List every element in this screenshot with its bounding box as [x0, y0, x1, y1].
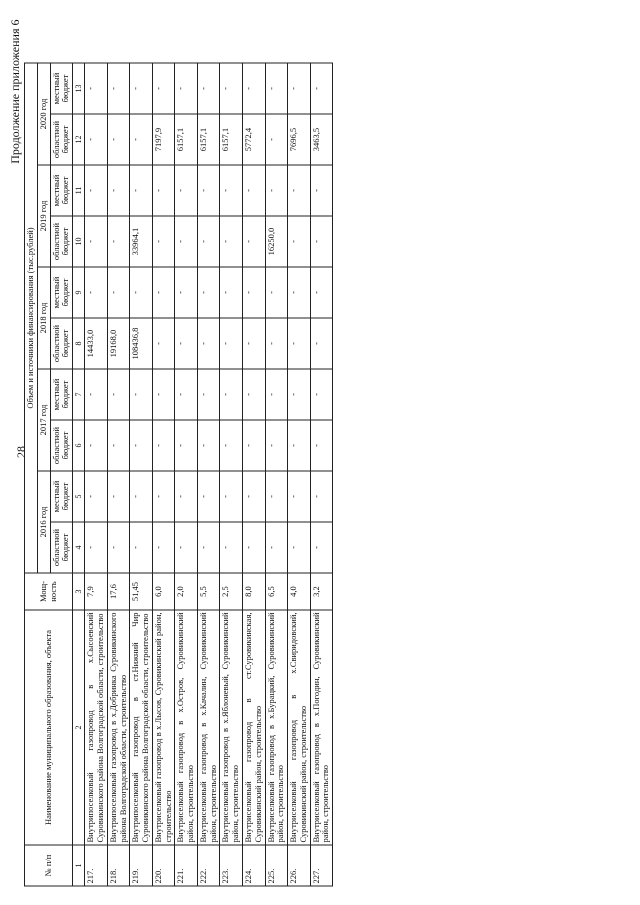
funding-value: - [220, 522, 243, 573]
column-number: 5 [73, 471, 85, 522]
funding-value: 7197,9 [152, 114, 175, 165]
funding-value: - [242, 471, 265, 522]
funding-value: - [242, 522, 265, 573]
funding-value: - [175, 267, 198, 318]
funding-value: - [130, 522, 153, 573]
funding-value: - [265, 471, 288, 522]
funding-value: - [220, 420, 243, 471]
funding-value: - [175, 63, 198, 114]
object-name: Внутриселковый газопровод в х.Качалин, Суровикинский район, строительство [197, 610, 220, 845]
object-power: 3,2 [310, 573, 333, 610]
funding-value: 33964,1 [130, 216, 153, 267]
column-number: 1 [73, 845, 85, 886]
header-local: местный бюджет [50, 471, 73, 522]
object-name: Внутриселковый газопровод в х.Яблоневый, Суровикинский район, строительство [220, 610, 243, 845]
row-number: 223. [220, 845, 243, 886]
funding-value: - [175, 522, 198, 573]
funding-value: 16250,0 [265, 216, 288, 267]
funding-value: 3463,5 [310, 114, 333, 165]
funding-value: - [197, 267, 220, 318]
funding-value: - [130, 471, 153, 522]
row-number: 227. [310, 845, 333, 886]
column-number: 7 [73, 369, 85, 420]
funding-value: - [242, 267, 265, 318]
funding-value: - [152, 369, 175, 420]
table-row [85, 63, 108, 886]
funding-value: 108436,8 [130, 318, 153, 369]
object-power: 6,0 [152, 573, 175, 610]
table-row [130, 63, 153, 886]
header-year-2017: 2017 год [37, 369, 50, 471]
funding-value: - [220, 165, 243, 216]
header-regional: областной бюджет [50, 216, 73, 267]
funding-value: - [175, 420, 198, 471]
funding-value: - [152, 522, 175, 573]
object-power: 17,6 [107, 573, 130, 610]
funding-value: - [310, 63, 333, 114]
object-power: 2,5 [220, 573, 243, 610]
object-name: Внутрипоселковый газопровод в х.Добринка Суровикинского района Волгоградской области, строительство [107, 610, 130, 845]
column-number: 9 [73, 267, 85, 318]
funding-value: - [288, 369, 311, 420]
funding-value: - [310, 369, 333, 420]
funding-value: - [130, 369, 153, 420]
funding-value: - [220, 267, 243, 318]
funding-value: - [107, 420, 130, 471]
table-row [107, 63, 130, 886]
funding-value: 6157,1 [220, 114, 243, 165]
funding-value: - [197, 63, 220, 114]
header-regional: областной бюджет [50, 522, 73, 573]
table-row [152, 63, 175, 886]
funding-value: 6157,1 [175, 114, 198, 165]
column-number: 11 [73, 165, 85, 216]
funding-value: - [152, 165, 175, 216]
funding-value: - [107, 267, 130, 318]
funding-value: 7696,5 [288, 114, 311, 165]
funding-value: - [288, 216, 311, 267]
object-name: Внутриселковый газопровод в х.Свиридовский, Суровикинский район, строительство [288, 610, 311, 845]
header-regional: областной бюджет [50, 420, 73, 471]
funding-value: - [288, 165, 311, 216]
object-power: 5,5 [197, 573, 220, 610]
header-no: № п/п [25, 845, 73, 886]
funding-table [24, 63, 333, 887]
funding-value: - [310, 267, 333, 318]
funding-value: 14433,0 [85, 318, 108, 369]
funding-value: - [152, 267, 175, 318]
funding-value: - [242, 369, 265, 420]
column-number: 12 [73, 114, 85, 165]
object-power: 51,45 [130, 573, 153, 610]
funding-value: - [175, 216, 198, 267]
funding-value: - [107, 165, 130, 216]
funding-value: - [265, 114, 288, 165]
object-power: 8,0 [242, 573, 265, 610]
funding-value: - [220, 318, 243, 369]
funding-value: - [288, 267, 311, 318]
funding-value: - [242, 318, 265, 369]
funding-value: - [197, 165, 220, 216]
funding-value: - [85, 267, 108, 318]
appendix-label: Продолжение приложения 6 [8, 19, 22, 164]
row-number: 225. [265, 845, 288, 886]
funding-value: - [85, 420, 108, 471]
column-number: 2 [73, 610, 85, 845]
row-number: 224. [242, 845, 265, 886]
object-name: Внутриселковый газопровод в ст.Суровикинская, Суровикинский район, строительство [242, 610, 265, 845]
funding-value: - [107, 471, 130, 522]
funding-value: - [197, 216, 220, 267]
funding-value: - [152, 216, 175, 267]
funding-value: - [265, 267, 288, 318]
object-name: Внутриселковый газопровод в х.Бурацкий, Суровикинский район, строительство [265, 610, 288, 845]
object-power: 2,0 [175, 573, 198, 610]
funding-value: - [310, 471, 333, 522]
funding-value: - [130, 63, 153, 114]
funding-value: - [85, 471, 108, 522]
row-number: 226. [288, 845, 311, 886]
funding-value: - [265, 165, 288, 216]
header-local: местный бюджет [50, 63, 73, 114]
object-name: Внутриселковый газопровод в х.Остров, Суровикинский район, строительство [175, 610, 198, 845]
row-number: 217. [85, 845, 108, 886]
funding-value: - [107, 216, 130, 267]
object-power: 4,0 [288, 573, 311, 610]
funding-value: - [85, 63, 108, 114]
funding-value: - [85, 114, 108, 165]
funding-value: - [288, 63, 311, 114]
funding-value: - [130, 267, 153, 318]
funding-value: - [220, 471, 243, 522]
row-number: 222. [197, 845, 220, 886]
header-regional: областной бюджет [50, 318, 73, 369]
funding-value: - [85, 165, 108, 216]
row-number: 220. [152, 845, 175, 886]
header-name: Наименование муниципального образования, объекта [25, 610, 73, 845]
column-number: 13 [73, 63, 85, 114]
header-power: Мощ-ность [25, 573, 73, 610]
funding-value: - [130, 114, 153, 165]
funding-value: 5772,4 [242, 114, 265, 165]
object-name: Внутриселковый газопровод в х.Погодин, Суровикинский район, строительство [310, 610, 333, 845]
funding-value: - [152, 471, 175, 522]
funding-value: - [197, 471, 220, 522]
funding-value: - [288, 522, 311, 573]
funding-value: - [288, 420, 311, 471]
funding-value: - [220, 216, 243, 267]
funding-value: - [197, 522, 220, 573]
funding-value: - [220, 63, 243, 114]
funding-value: - [85, 369, 108, 420]
funding-value: - [107, 114, 130, 165]
object-name: Внутрипоселковый газопровод в х.Сысоевский Суровикинского района Волгоградской области, строительство [85, 610, 108, 845]
header-regional: областной бюджет [50, 114, 73, 165]
object-name: Внутрипоселковый газопровод в ст.Нижний Чир Суровикинского района Волгоградской области, строительство [130, 610, 153, 845]
header-local: местный бюджет [50, 165, 73, 216]
funding-value: - [175, 369, 198, 420]
table-row [288, 63, 311, 886]
funding-value: - [175, 471, 198, 522]
funding-value: - [265, 63, 288, 114]
funding-value: - [175, 165, 198, 216]
funding-value: - [288, 471, 311, 522]
column-number-row [73, 63, 85, 886]
funding-value: - [310, 165, 333, 216]
funding-value: - [85, 522, 108, 573]
table-row [197, 63, 220, 886]
funding-value: - [310, 216, 333, 267]
column-number: 8 [73, 318, 85, 369]
funding-value: - [310, 522, 333, 573]
funding-value: - [85, 216, 108, 267]
funding-value: - [310, 318, 333, 369]
object-name: Внутриселковый газопровод в х.Лысов, Суровикинский район, строительство [152, 610, 175, 845]
header-year-2019: 2019 год [37, 165, 50, 267]
funding-value: - [265, 369, 288, 420]
funding-value: - [197, 369, 220, 420]
header-year-2016: 2016 год [37, 471, 50, 573]
row-number: 219. [130, 845, 153, 886]
funding-value: - [130, 165, 153, 216]
column-number: 10 [73, 216, 85, 267]
funding-value: - [130, 420, 153, 471]
funding-value: 19168,0 [107, 318, 130, 369]
funding-value: - [288, 318, 311, 369]
table-body [85, 63, 333, 886]
funding-value: - [265, 318, 288, 369]
funding-value: - [107, 369, 130, 420]
funding-value: 6157,1 [197, 114, 220, 165]
funding-value: - [242, 63, 265, 114]
funding-value: - [152, 318, 175, 369]
funding-value: - [242, 216, 265, 267]
funding-value: - [220, 369, 243, 420]
page-number: 28 [14, 446, 28, 458]
object-power: 7,9 [85, 573, 108, 610]
funding-value: - [197, 420, 220, 471]
table-row [220, 63, 243, 886]
column-number: 6 [73, 420, 85, 471]
header-local: местный бюджет [50, 267, 73, 318]
column-number: 3 [73, 573, 85, 610]
header-funding: Объем и источники финансирования (тыс.рублей) [25, 63, 38, 573]
header-year-2018: 2018 год [37, 267, 50, 369]
funding-value: - [175, 318, 198, 369]
funding-value: - [242, 165, 265, 216]
header-year-2020: 2020 год [37, 63, 50, 165]
object-power: 6,5 [265, 573, 288, 610]
funding-value: - [152, 420, 175, 471]
funding-value: - [107, 63, 130, 114]
column-number: 4 [73, 522, 85, 573]
funding-value: - [107, 522, 130, 573]
funding-value: - [265, 522, 288, 573]
header-local: местный бюджет [50, 369, 73, 420]
funding-value: - [310, 420, 333, 471]
row-number: 221. [175, 845, 198, 886]
funding-value: - [265, 420, 288, 471]
table-row [310, 63, 333, 886]
table-row [242, 63, 265, 886]
funding-value: - [242, 420, 265, 471]
row-number: 218. [107, 845, 130, 886]
funding-value: - [197, 318, 220, 369]
funding-value: - [152, 63, 175, 114]
table-row [265, 63, 288, 886]
table-row [175, 63, 198, 886]
